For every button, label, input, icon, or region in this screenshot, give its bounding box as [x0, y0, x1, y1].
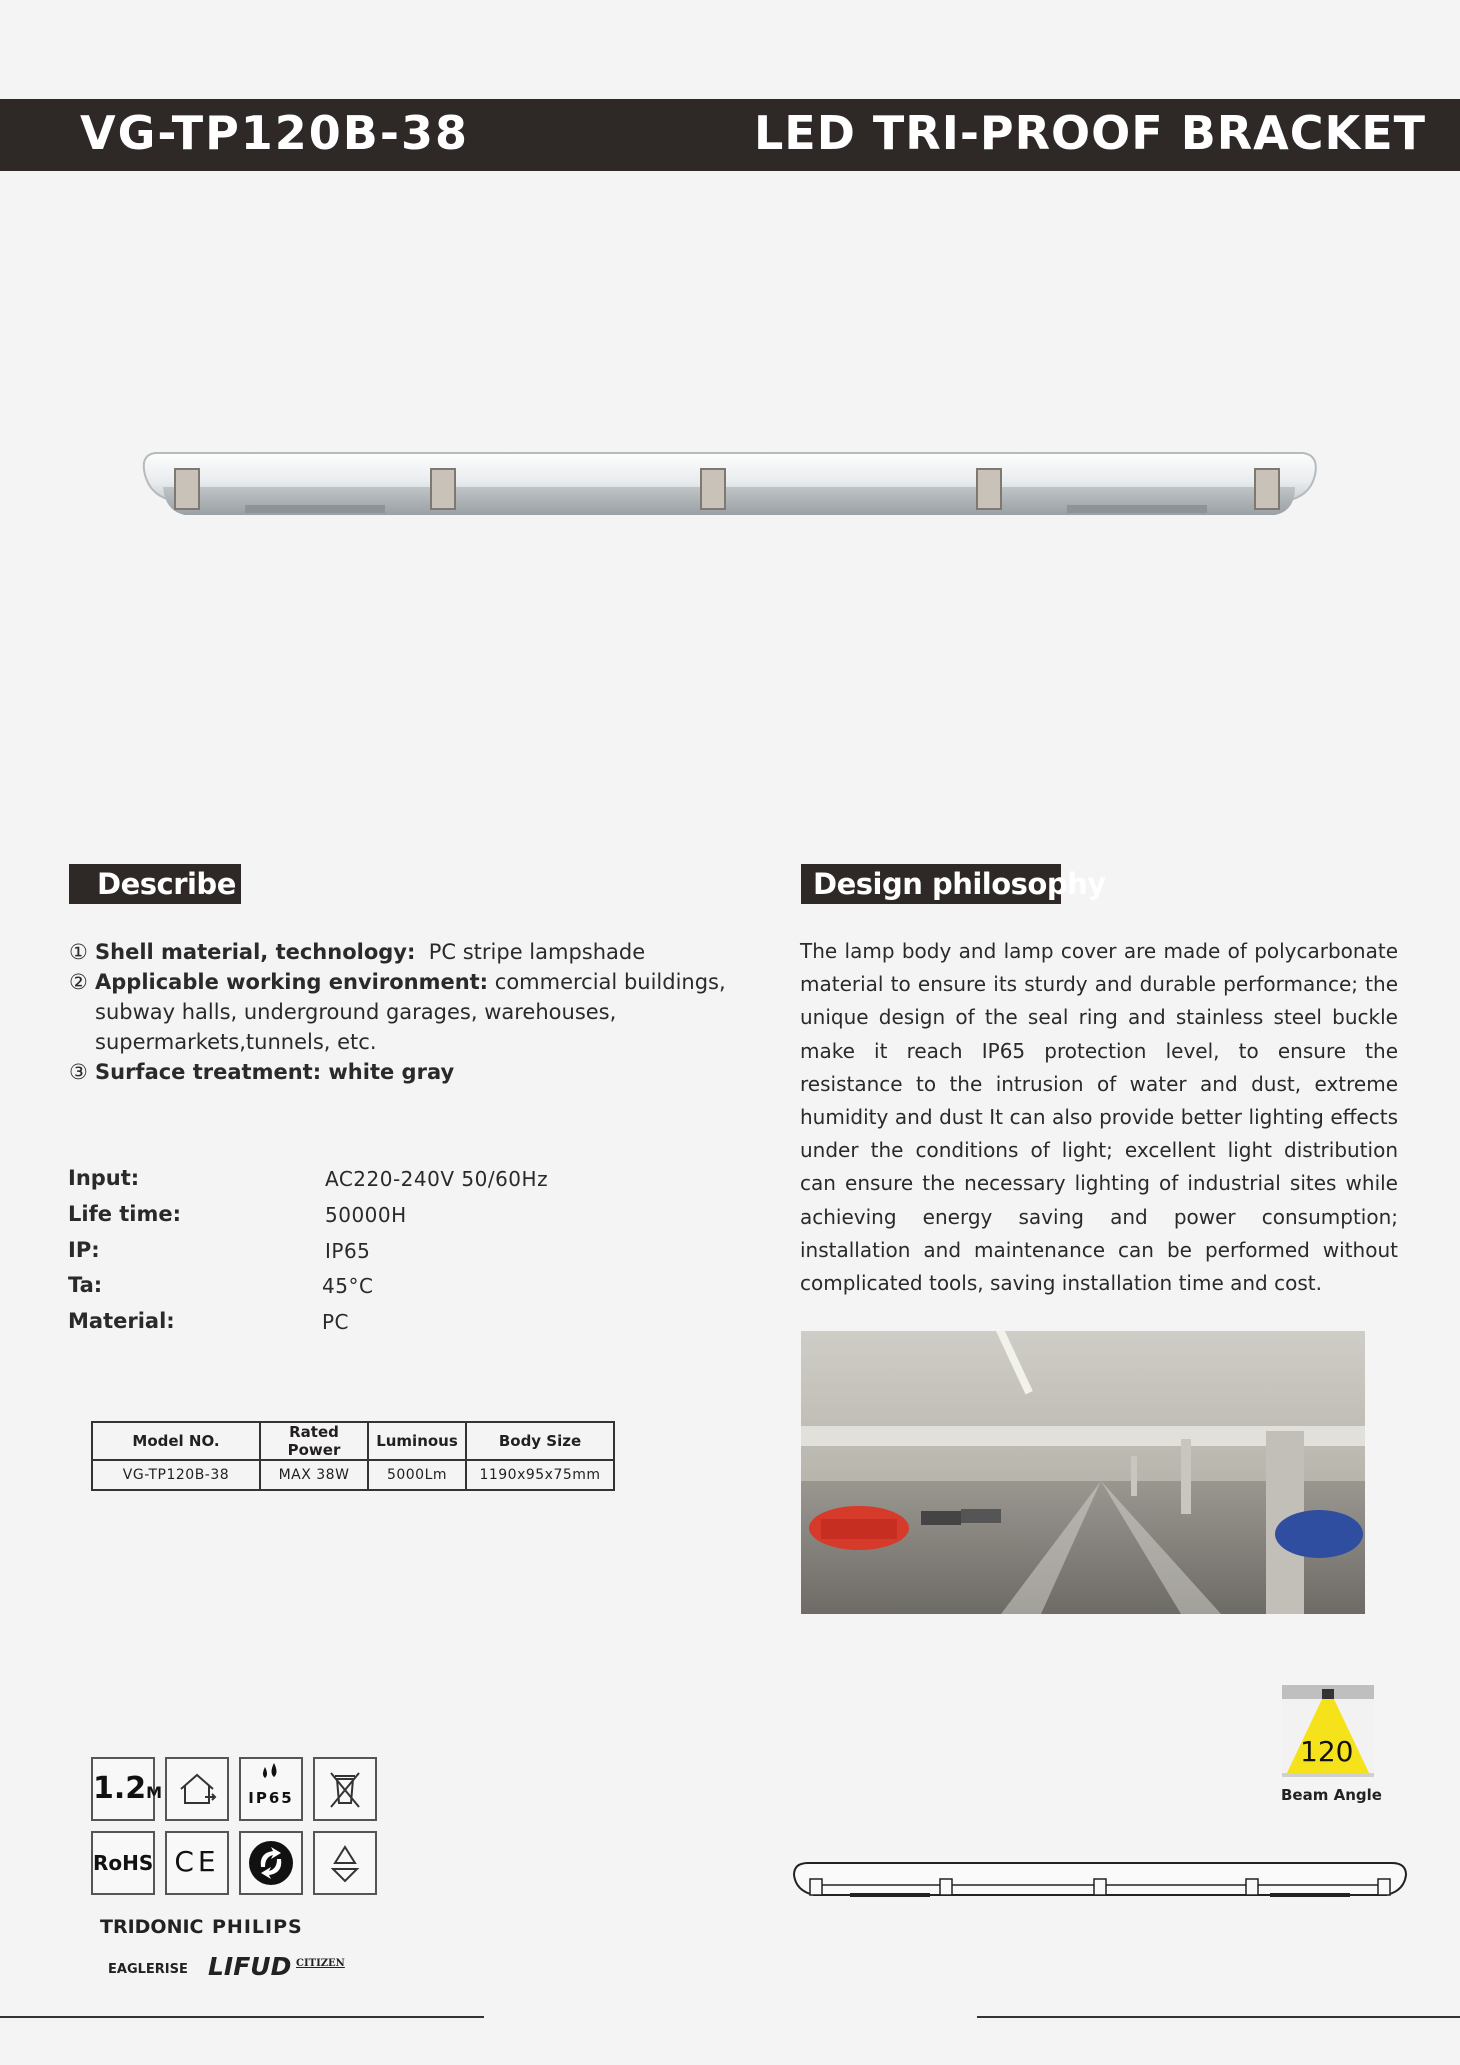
- table-cell: 1190x95x75mm: [466, 1460, 614, 1490]
- table-header-row: [92, 1422, 614, 1460]
- spec-key-lifetime: Life time:: [68, 1202, 182, 1226]
- table-cell: 5000Lm: [368, 1460, 466, 1490]
- item-continuation: subway halls, underground garages, warehouses,: [95, 1000, 617, 1024]
- describe-list: [69, 937, 749, 1087]
- item-key: Surface treatment: white gray: [95, 1060, 455, 1084]
- spec-key-ta: Ta:: [68, 1273, 103, 1297]
- spec-table: [91, 1421, 615, 1491]
- lamp-line-drawing: [790, 1855, 1410, 1905]
- length-unit: M: [146, 1783, 163, 1802]
- brand-citizen: CITIZEN: [296, 1958, 345, 1969]
- table-header: Model NO.: [92, 1422, 260, 1460]
- spec-key-input: Input:: [68, 1166, 140, 1190]
- model-number: VG-TP120B-38: [80, 106, 469, 160]
- item-value: commercial buildings,: [494, 970, 726, 994]
- spec-value-lifetime: 50000H: [325, 1203, 407, 1227]
- footer-rule-right: [977, 2016, 1460, 2018]
- indoor-use-icon: [165, 1757, 229, 1821]
- item-continuation: supermarkets,tunnels, etc.: [95, 1030, 377, 1054]
- length-badge: [91, 1757, 163, 1821]
- spec-value-ip: IP65: [325, 1239, 371, 1263]
- recycle-icon: [313, 1831, 377, 1895]
- item-key: Shell material, technology:: [95, 940, 416, 964]
- spec-key-ip: IP:: [68, 1238, 100, 1262]
- ce-badge: [165, 1831, 229, 1895]
- describe-item: [69, 967, 749, 997]
- item-number: ②: [69, 970, 88, 994]
- design-label: Design philosophy: [801, 864, 1061, 904]
- table-header: Rated Power: [260, 1422, 368, 1460]
- describe-item: [69, 1057, 749, 1087]
- water-drops-icon: [241, 1759, 301, 1787]
- item-key: Applicable working environment:: [95, 970, 489, 994]
- table-header: Body Size: [466, 1422, 614, 1460]
- spec-key-material: Material:: [68, 1309, 175, 1333]
- brand-eaglerise: EAGLERISE: [108, 1962, 188, 1977]
- spec-value-ta: 45°C: [322, 1274, 374, 1298]
- table-header: Luminous: [368, 1422, 466, 1460]
- length-value: 1.2: [93, 1771, 147, 1806]
- item-number: ①: [69, 940, 88, 964]
- product-title: LED TRI-PROOF BRACKET: [753, 106, 1426, 160]
- item-number: ③: [69, 1060, 88, 1084]
- table-row: [92, 1460, 614, 1490]
- rohs-text: RoHS: [93, 1851, 154, 1875]
- ip-rating-badge: [239, 1757, 303, 1821]
- item-value: PC stripe lampshade: [428, 940, 646, 964]
- weee-bin-icon: [313, 1757, 377, 1821]
- footer-rule-left: [0, 2016, 484, 2018]
- beam-angle-label: Beam Angle: [1281, 1786, 1382, 1804]
- ip-rating-text: IP65: [248, 1789, 294, 1807]
- ce-text: CE: [174, 1845, 220, 1878]
- design-text: The lamp body and lamp cover are made of polycarbonate material to ensure its sturdy and durable performance; the unique design of the seal ring and stainless steel buckle make it reach IP65 protection level, to ensure the resistance to the intrusion of water and dust, extreme humidity and dust It can also provide better lighting effects under the conditions of light; excellent light distribution can ensure the necessary lighting of industrial sites while achieving energy saving and power consumption; installation and maintenance can be performed without complicated tools, saving installation time and cost.: [800, 939, 1398, 1296]
- brand-philips: PHILIPS: [212, 1916, 303, 1938]
- table-cell: MAX 38W: [260, 1460, 368, 1490]
- describe-item: [69, 937, 749, 967]
- green-dot-icon: [239, 1831, 303, 1895]
- lamp-product-image: [135, 425, 1325, 525]
- describe-label: Describe: [69, 864, 241, 904]
- spec-value-material: PC: [322, 1310, 350, 1334]
- spec-value-input: AC220-240V 50/60Hz: [325, 1167, 549, 1191]
- beam-angle-value: 120: [1300, 1735, 1354, 1768]
- table-cell: VG-TP120B-38: [92, 1460, 260, 1490]
- parking-garage-photo: [801, 1331, 1365, 1614]
- brand-lifud: LIFUD: [208, 1952, 292, 1981]
- brand-tridonic: TRIDONIC: [100, 1916, 204, 1938]
- rohs-badge: [91, 1831, 155, 1895]
